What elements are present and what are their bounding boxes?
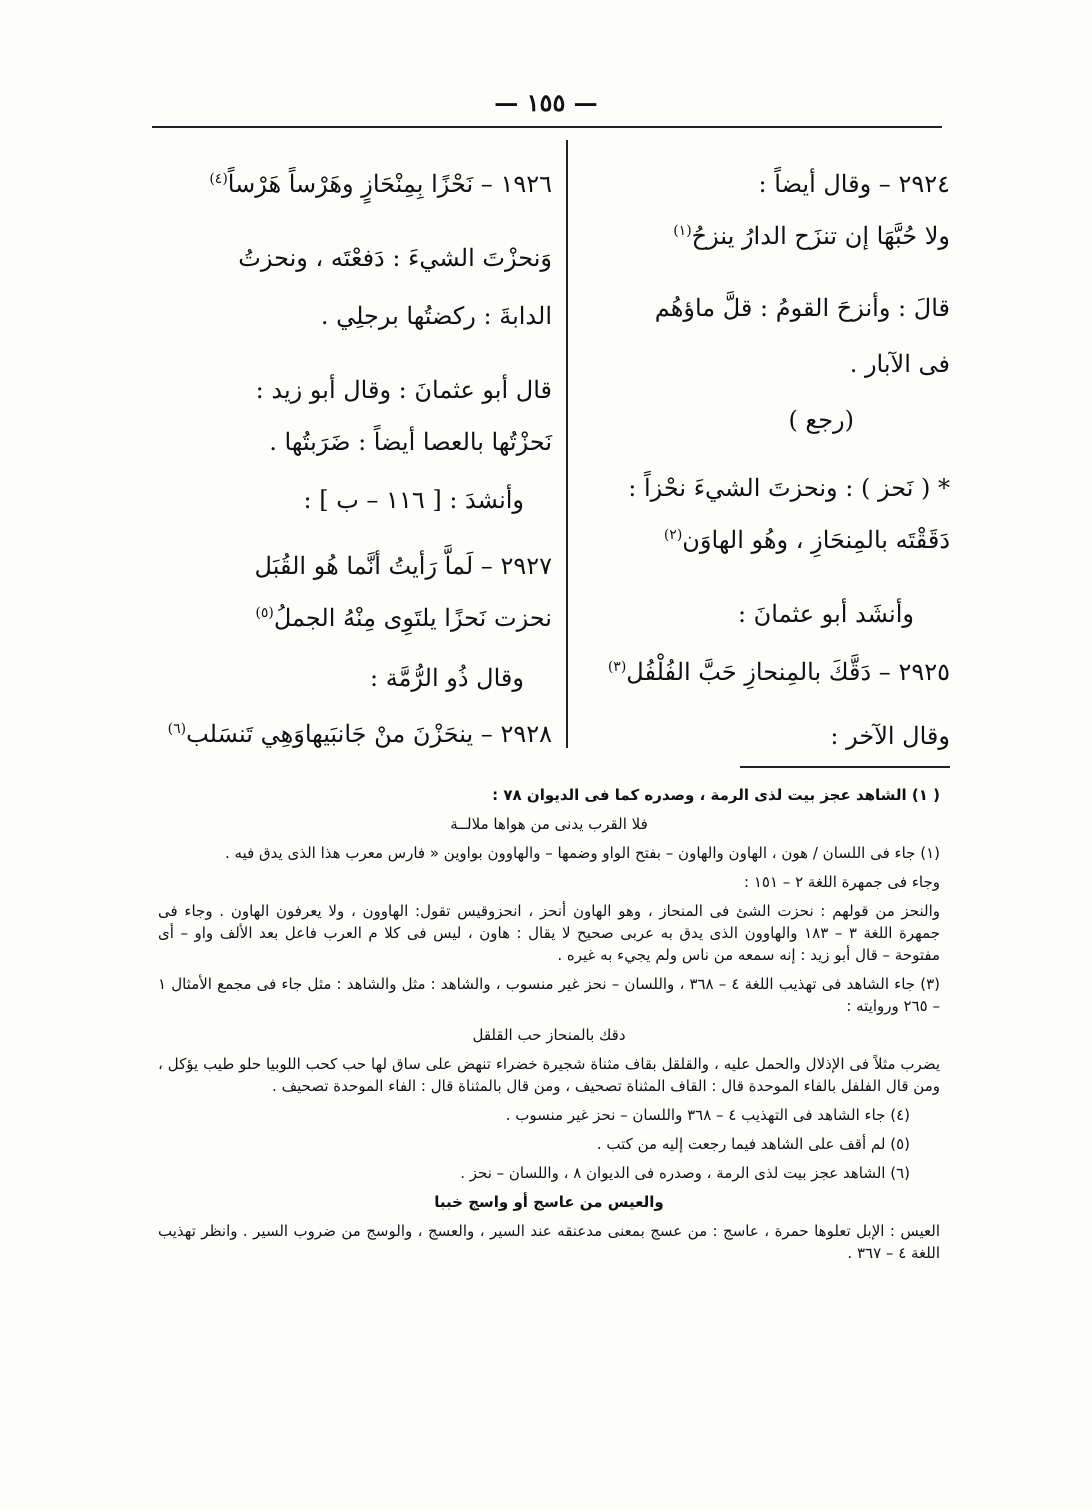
text-line: وأنشَد أبو عثمانَ :: [737, 600, 914, 628]
footnote-verse: والعيس من عاسج أو واسج خببا: [434, 1193, 664, 1211]
verse-line: نحزت نَحزًا يلتَوِى مِنْهُ الجملُ$^{(٥)}$: [255, 604, 552, 632]
text-line: (رجع ): [788, 406, 854, 434]
verse-line: ٢٩٢٤ – وقال أيضاً :: [758, 170, 950, 198]
footnote: (١) جاء فى اللسان / هون ، الهاون والهاون – بفتح الواو وضمها – والهاوون بواوين « فارس معرب هذا الذى يدق فيه .: [225, 844, 940, 862]
header-rule: [152, 126, 942, 128]
footnote: ( ١) الشاهد عجز بيت لذى الرمة ، وصدره كما فى الديوان ٧٨ :: [492, 786, 940, 804]
footnote: (٣) جاء الشاهد فى تهذيب اللغة ٤ – ٣٦٨ ، واللسان – نحز غير منسوب ، والشاهد : مثل والشاهد : مثل جاء فى مجمع الأمثال ١ – ٢٦٥ وروايته :: [158, 975, 940, 1015]
text-line: فى الآبار .: [849, 350, 950, 378]
page-number: — ١٥٥ —: [494, 88, 598, 117]
text-line: قالَ : وأنزحَ القومُ : قلَّ ماؤهُم: [654, 294, 950, 322]
footnote: وجاء فى جمهرة اللغة ٢ – ١٥١ :: [744, 873, 940, 891]
text-line: وقال ذُو الرُّمَّة :: [369, 664, 524, 692]
right-column: [578, 150, 950, 750]
footnote: (٤) جاء الشاهد فى التهذيب ٤ – ٣٦٨ واللسان – نحز غير منسوب .: [505, 1106, 910, 1124]
left-column: [150, 150, 552, 750]
footnote-verse: فلا القرب يدنى من هواها ملالــة: [450, 815, 648, 833]
footnote: يضرب مثلاً فى الإذلال والحمل عليه ، والقلقل بقاف مثناة شجيرة خضراء تنهض على ساق لها حب كحب اللوبيا حلو طيب يؤكل ، ومن قال الفلفل بالفاء الموحدة قال : القاف المثناة تصحيف ، ومن قال بالمثناة قال : الفاء الموحدة تصحيف .: [158, 1055, 940, 1095]
footnote-rule: [740, 766, 950, 768]
text-line: وقال الآخر :: [830, 722, 950, 750]
text-line: وأنشدَ : [ ١١٦ – ب ] :: [303, 486, 524, 514]
footnotes: [158, 784, 940, 1271]
verse-line: ٢٩٢٨ – ينحَزْنَ منْ جَانبَيهاوَهِي تَنسَلب$^{(٦)}$: [167, 720, 552, 748]
column-divider: [566, 140, 568, 748]
verse-line: ١٩٢٦ – نَحْزًا بِمِنْحَازٍ وهَرْساً هَرْساً$^{(٤)}$: [209, 170, 552, 198]
verse-line: ولا حُبَّهَا إن تنزَح الدارُ ينزحُ$^{(١)}$: [673, 222, 950, 250]
text-line: دَقَقْتَه بالمِنحَازِ ، وهُو الهاوَن$^{(٢)}$: [663, 526, 950, 554]
verse-line: ٢٩٢٥ – دَقَّكَ بالمِنحازِ حَبَّ الفُلْفُل$^{(٣)}$: [607, 658, 950, 686]
text-line: وَنحزْتَ الشيءَ : دَفعْتَه ، ونحزتُ: [238, 244, 552, 272]
text-line: قال أبو عثمانَ : وقال أبو زيد :: [255, 376, 552, 404]
footnote: (٥) لم أقف على الشاهد فيما رجعت إليه من كتب .: [596, 1135, 910, 1153]
footnote-verse: دقك بالمنحاز حب القلقل: [472, 1026, 626, 1044]
footnote: العيس : الإبل تعلوها حمرة ، عاسج : من عسج بمعنى مدعنقه عند السير ، والعسج ، والوسج من ضروب السير . وانظر تهذيب اللغة ٤ – ٣٦٧ .: [158, 1222, 940, 1262]
text-line: نَحزْتُها بالعصا أيضاً : ضَرَبتُها .: [269, 428, 552, 456]
entry-heading: * ( نَحز ) : ونحزتَ الشيءَ نحْزاً :: [628, 474, 950, 502]
footnote: (٦) الشاهد عجز بيت لذى الرمة ، وصدره فى الديوان ٨ ، واللسان – نحز .: [460, 1164, 910, 1182]
text-line: الدابةَ : ركضتُها برجلِي .: [320, 302, 552, 330]
verse-line: ٢٩٢٧ – لَماَّ رَأيتُ أنَّما هُو القُبَل: [254, 552, 552, 580]
footnote: والنحز من قولهم : نحزت الشئ فى المنحاز ، وهو الهاون أنحز ، انحزوقيس تقول: الهاوون ، ولا يعرفون الهاون . وجاء فى جمهرة اللغة ٣ – ١٨٣ والهاوون الذى يدق به عربى صحيح لا يقال : هاون ، ليس فى كلا م العرب فاعل بعد الألف واو – أى مفتوحة – قال أبو زيد : إنه سمعه من ناس ولم يجيء به غيره .: [158, 902, 941, 964]
